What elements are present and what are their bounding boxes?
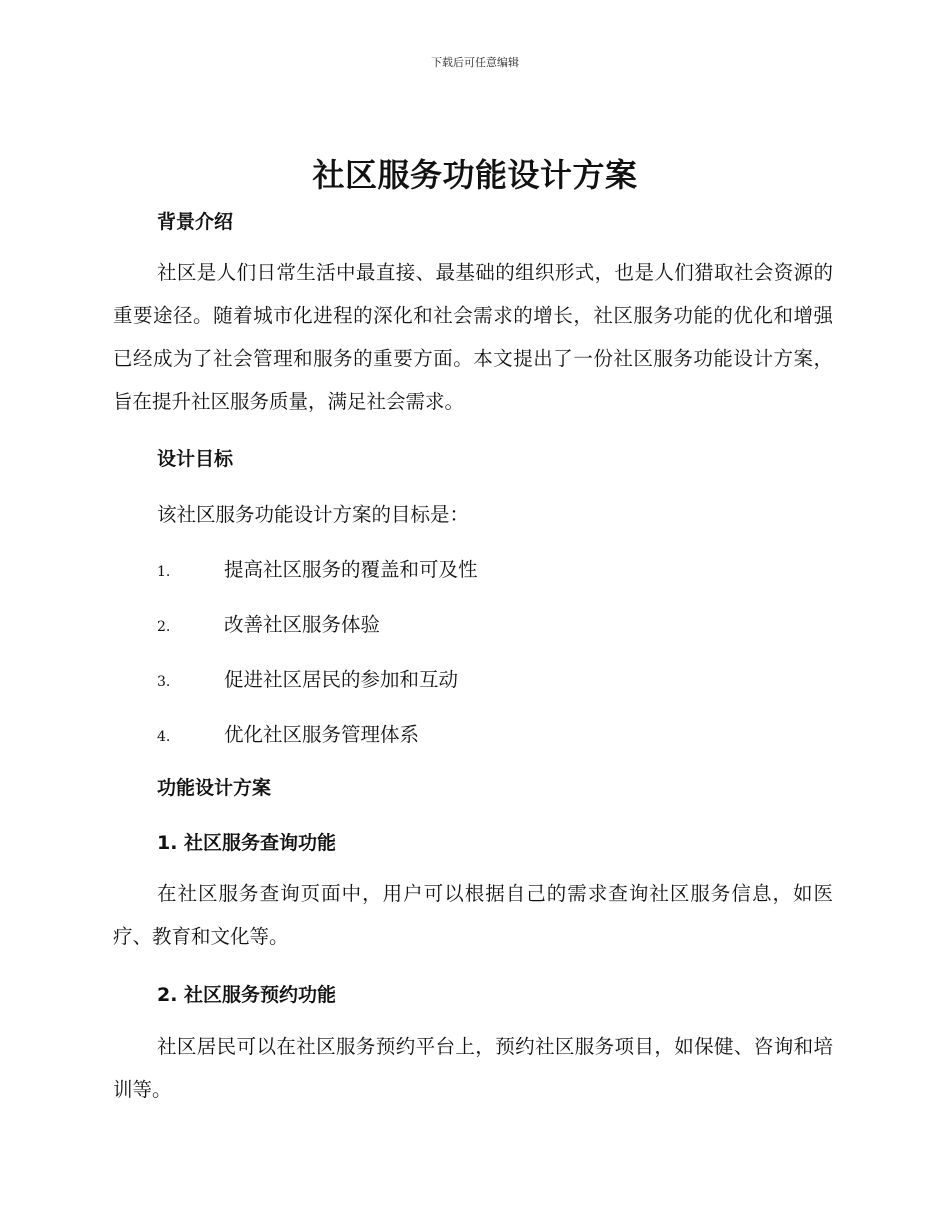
goals-intro: 该社区服务功能设计方案的目标是： [157,503,470,526]
list-text: 改善社区服务体验 [224,613,381,636]
list-number: 1. [157,564,171,580]
query-paragraph: 在社区服务查询页面中，用户可以根据自己的需求查询社区服务信息，如医疗、教育和文化等。 [113,882,833,948]
list-number: 4. [157,729,171,745]
list-text: 提高社区服务的覆盖和可及性 [224,558,478,581]
page-header-note: 下载后可任意编辑 [431,56,519,69]
list-text: 促进社区居民的参加和互动 [224,668,459,691]
goal-list-item-2 [157,609,380,637]
background-paragraph: 社区是人们日常生活中最直接、最基础的组织形式，也是人们猎取社会资源的重要途径。随着城市化进程的深化和社会需求的增长，社区服务功能的优化和增强已经成为了社会管理和服务的重要方面。本文提出了一份社区服务功能设计方案，旨在提升社区服务质量，满足社会需求。 [113,261,833,413]
section-heading-goals: 设计目标 [157,448,234,470]
goal-list-item-1 [157,554,478,582]
subsection-heading-query: 1. 社区服务查询功能 [157,832,337,854]
goal-list-item-3 [157,664,458,692]
list-text: 优化社区服务管理体系 [224,723,420,746]
list-number: 2. [157,619,171,635]
subsection-heading-booking: 2. 社区服务预约功能 [157,984,337,1006]
section-heading-design: 功能设计方案 [157,777,272,799]
list-number: 3. [157,674,171,690]
section-heading-background: 背景介绍 [157,211,234,233]
booking-paragraph: 社区居民可以在社区服务预约平台上，预约社区服务项目，如保健、咨询和培训等。 [113,1035,833,1101]
goal-list-item-4 [157,719,419,747]
document-title: 社区服务功能设计方案 [312,156,638,194]
